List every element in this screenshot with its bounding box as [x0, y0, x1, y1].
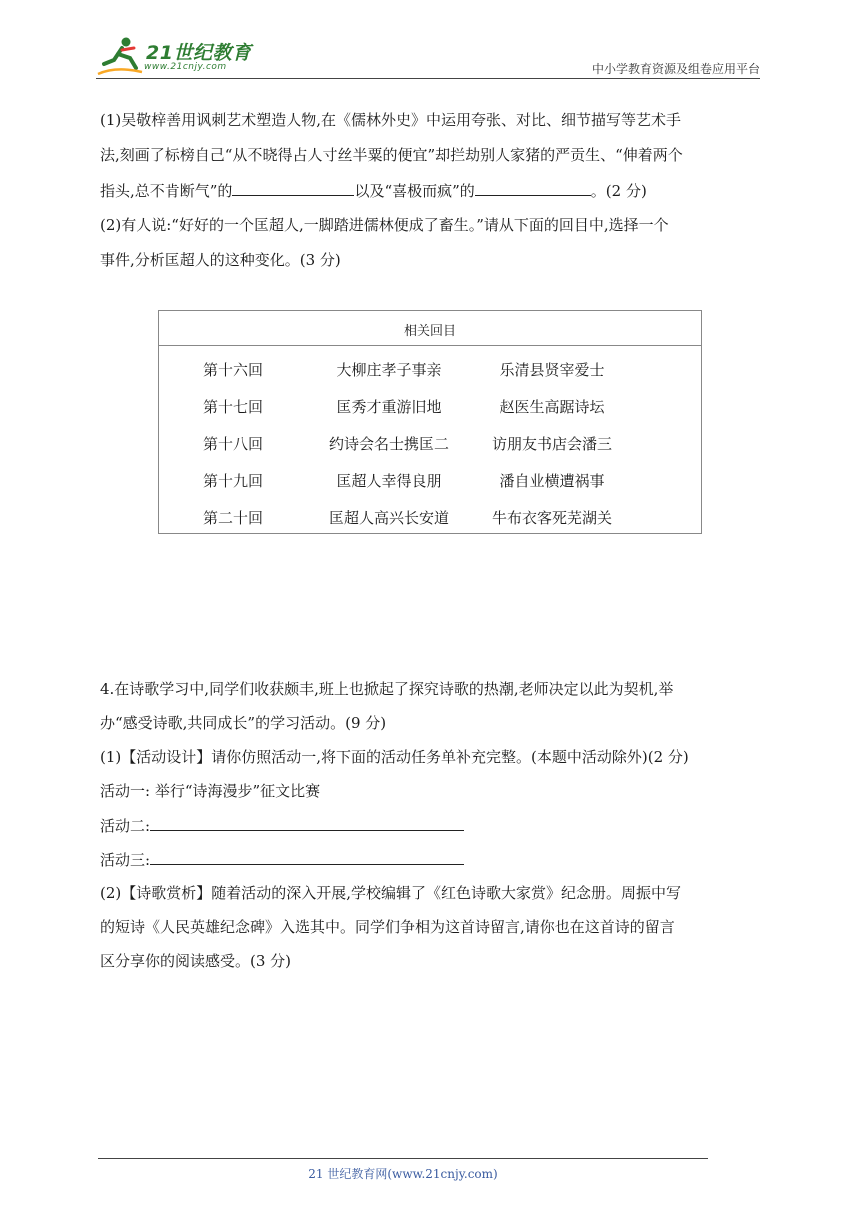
header-platform-text: 中小学教育资源及组卷应用平台: [591, 62, 760, 76]
page-header: [96, 34, 760, 80]
chapter-number: 第二十回: [203, 509, 264, 527]
footer-text[interactable]: 21 世纪教育网(www.21cnjy.com): [308, 1167, 498, 1181]
logo-url: www.21cnjy.com: [144, 62, 227, 72]
chapters-table: [158, 310, 702, 534]
activity-three-line: [100, 850, 762, 869]
chapter-number: 第十九回: [203, 472, 264, 490]
table-row: [159, 396, 701, 426]
answer-blank-2[interactable]: [475, 181, 591, 196]
activity-one: 活动一: 举行“诗海漫步”征文比赛: [100, 782, 321, 800]
table-row: [159, 470, 701, 500]
chapter-title-a: 大柳庄孝子事亲: [336, 361, 442, 379]
footer-divider: [98, 1158, 708, 1159]
chapter-title-a: 匡超人幸得良朋: [336, 472, 442, 490]
q4-line2: 办“感受诗歌,共同成长”的学习活动。(9 分): [100, 714, 387, 732]
chapter-title-b: 访朋友书店会潘三: [491, 435, 612, 453]
header-divider: [96, 78, 760, 79]
table-row: [159, 507, 701, 537]
chapter-title-a: 匡超人高兴长安道: [328, 509, 449, 527]
chapter-title-b: 赵医生高踞诗坛: [499, 398, 605, 416]
activity-three-label: 活动三:: [100, 851, 151, 869]
activity-two-blank[interactable]: [150, 816, 464, 831]
chapter-number: 第十七回: [203, 398, 264, 416]
activity-three-blank[interactable]: [150, 850, 464, 865]
chapter-number: 第十八回: [203, 435, 264, 453]
q4-part2-line2: 的短诗《人民英雄纪念碑》入选其中。同学们争相为这首诗留言,请你也在这首诗的留言: [100, 918, 675, 936]
q4-line1: 4.在诗歌学习中,同学们收获颇丰,班上也掀起了探究诗歌的热潮,老师决定以此为契机,举: [100, 680, 674, 698]
site-logo: [96, 34, 266, 78]
q4-part2-line3: 区分享你的阅读感受。(3 分): [100, 952, 292, 970]
q3-text-b: 以及“喜极而疯”的: [354, 182, 475, 200]
activity-two-label: 活动二:: [100, 817, 151, 835]
chapter-title-a: 匡秀才重游旧地: [336, 398, 442, 416]
q3-text-a: 指头,总不肯断气”的: [100, 182, 233, 200]
q4-part1-line: (1)【活动设计】请你仿照活动一,将下面的活动任务单补充完整。(本题中活动除外)(2 分): [100, 748, 689, 766]
chapter-title-b: 潘自业横遭祸事: [499, 472, 605, 490]
q3-part1-line3: [100, 181, 762, 200]
table-row: [159, 433, 701, 463]
chapter-number: 第十六回: [203, 361, 264, 379]
runner-logo-icon: [96, 34, 146, 78]
table-row: [159, 359, 701, 389]
q3-part2-line2: 事件,分析匡超人的这种变化。(3 分): [100, 251, 341, 269]
chapter-title-a: 约诗会名士携匡二: [328, 435, 449, 453]
chapter-title-b: 牛布衣客死芜湖关: [491, 509, 612, 527]
q3-part2-line1: (2)有人说:“好好的一个匡超人,一脚踏进儒林便成了畜生。”请从下面的回目中,选择一个: [100, 216, 669, 234]
table-title: 相关回目: [159, 311, 701, 346]
chapter-title-b: 乐清县贤宰爱士: [499, 361, 605, 379]
logo-text: 21世纪教育: [146, 42, 252, 64]
q3-part1-line1: (1)吴敬梓善用讽刺艺术塑造人物,在《儒林外史》中运用夸张、对比、细节描写等艺术手: [100, 111, 682, 129]
q3-part1-line2: 法,刻画了标榜自己“从不晓得占人寸丝半粟的便宜”却拦劫别人家猪的严贡生、“伸着两个: [100, 146, 683, 164]
q3-text-c: 。(2 分): [590, 182, 647, 200]
q4-part2-line1: (2)【诗歌赏析】随着活动的深入开展,学校编辑了《红色诗歌大家赏》纪念册。周振中写: [100, 884, 682, 902]
activity-two-line: [100, 816, 762, 835]
answer-blank-1[interactable]: [232, 181, 354, 196]
